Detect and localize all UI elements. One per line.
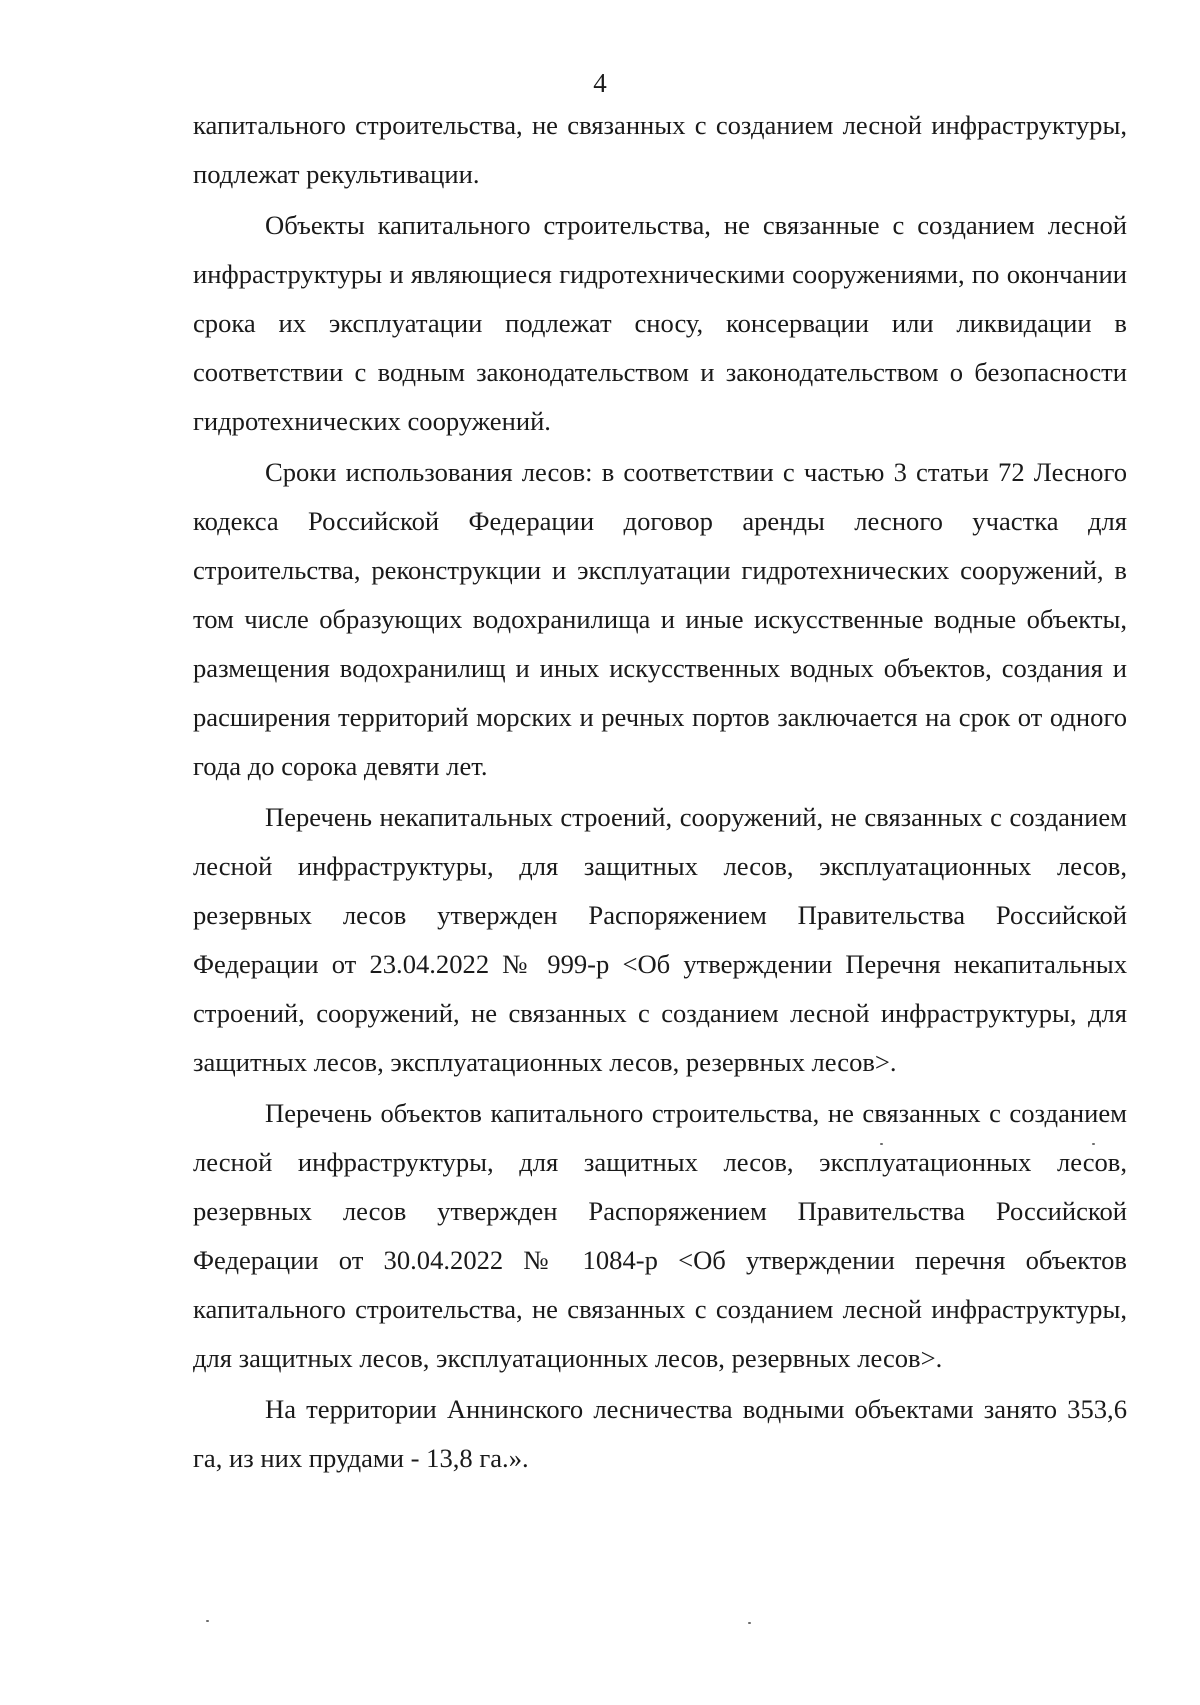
scan-speck — [748, 1622, 751, 1624]
scan-speck — [206, 1620, 209, 1622]
scan-speck — [1092, 1143, 1095, 1145]
paragraph-hydro-structures: Объекты капитального строительства, не связанные с созданием лесной инфраструктуры и являющиеся гидротехническими сооружениями, по окончании срока их эксплуатации подлежат сносу, консервации или ликвидации в соответствии с водным законодательством и законодательством о безопасности гидротехнических сооружений. — [193, 210, 1127, 436]
scan-speck — [880, 1143, 883, 1145]
paragraph-water-objects: На территории Аннинского лесничества водными объектами занято 353,6 га, из них прудами - 13,8 га.». — [193, 1394, 1127, 1473]
paragraph-continuation: капитального строительства, не связанных с созданием лесной инфраструктуры, подлежат рекультивации. — [193, 110, 1127, 189]
paragraph-capital-list: Перечень объектов капитального строительства, не связанных с созданием лесной инфраструктуры, для защитных лесов, эксплуатационных лесов, резервных лесов утвержден Распоряжением Правительства Российской Федерации от 30.04.2022 № 1084-р <Об утверждении перечня объектов капитального строительства, не связанных с созданием лесной инфраструктуры, для защитных лесов, эксплуатационных лесов, резервных лесов>. — [193, 1098, 1127, 1373]
paragraph-forest-use-terms: Сроки использования лесов: в соответствии с частью 3 статьи 72 Лесного кодекса Российской Федерации договор аренды лесного участка для строительства, реконструкции и эксплуатации гидротехнических сооружений, в том числе образующих водохранилища и иные искусственные водные объекты, размещения водохранилищ и иных искусственных водных объектов, создания и расширения территорий морских и речных портов заключается на срок от одного года до сорока девяти лет. — [193, 457, 1127, 781]
document-body — [193, 101, 1127, 1483]
paragraph-noncapital-list: Перечень некапитальных строений, сооружений, не связанных с созданием лесной инфраструктуры, для защитных лесов, эксплуатационных лесов, резервных лесов утвержден Распоряжением Правительства Российской Федерации от 23.04.2022 № 999-р <Об утверждении Перечня некапитальных строений, сооружений, не связанных с созданием лесной инфраструктуры, для защитных лесов, эксплуатационных лесов, резервных лесов>. — [193, 802, 1127, 1077]
page-number: 4 — [593, 68, 607, 98]
